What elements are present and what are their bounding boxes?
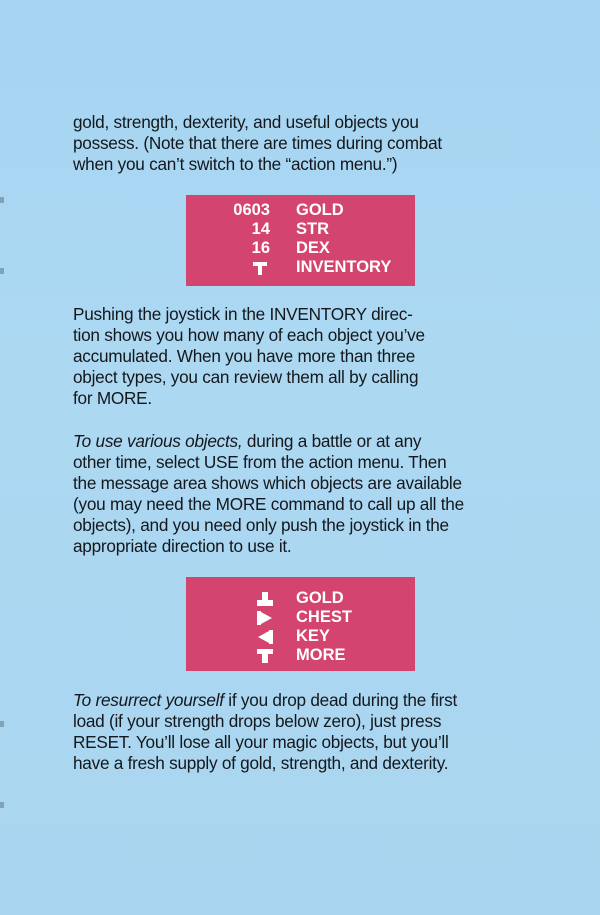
text-line: when you can’t switch to the “action menu.”) xyxy=(73,154,398,174)
text-line: accumulated. When you have more than three xyxy=(73,346,416,366)
dex-value: 16 xyxy=(251,239,270,257)
joystick-down-icon xyxy=(257,649,273,668)
key-label: KEY xyxy=(296,627,330,645)
text-line: RESET. You’ll lose all your magic objects, but you’ll xyxy=(73,732,449,752)
stat-row-str xyxy=(186,220,415,239)
stats-panel xyxy=(186,195,415,286)
text-fragment: if you drop dead during the first xyxy=(223,690,458,710)
more-label: MORE xyxy=(296,646,346,664)
dex-label: DEX xyxy=(296,239,330,257)
text-line: (you may need the MORE command to call up all the xyxy=(73,494,464,514)
use-objects-paragraph xyxy=(73,431,523,557)
use-row-key xyxy=(186,627,415,646)
stat-row-gold xyxy=(186,201,415,220)
use-panel xyxy=(186,577,415,671)
intro-paragraph xyxy=(73,112,523,175)
gold-label: GOLD xyxy=(296,589,344,607)
text-line: other time, select USE from the action menu. Then xyxy=(73,452,447,472)
str-value: 14 xyxy=(251,220,270,238)
text-line: tion shows you how many of each object you’ve xyxy=(73,325,425,345)
text-line: Pushing the joystick in the INVENTORY direc- xyxy=(73,304,413,324)
inventory-label: INVENTORY xyxy=(296,258,392,276)
use-row-gold xyxy=(186,589,415,608)
text-line: objects), and you need only push the joystick in the xyxy=(73,515,449,535)
text-line xyxy=(73,690,523,711)
inventory-paragraph xyxy=(73,304,523,409)
text-line: have a fresh supply of gold, strength, and dexterity. xyxy=(73,753,449,773)
stat-row-inventory xyxy=(186,258,415,277)
str-label: STR xyxy=(296,220,329,238)
text-line: gold, strength, dexterity, and useful objects you xyxy=(73,112,419,132)
text-line: object types, you can review them all by calling xyxy=(73,367,419,387)
use-row-chest xyxy=(186,608,415,627)
text-line: possess. (Note that there are times during combat xyxy=(73,133,442,153)
page-edge-mark xyxy=(0,802,4,808)
italic-lead: To use various objects, xyxy=(73,431,243,451)
page-edge-mark xyxy=(0,197,4,203)
text-fragment: during a battle or at any xyxy=(242,431,422,451)
text-line xyxy=(73,431,523,452)
stat-row-dex xyxy=(186,239,415,258)
use-row-more xyxy=(186,646,415,665)
gold-label: GOLD xyxy=(296,201,344,219)
italic-lead: To resurrect yourself xyxy=(73,690,224,710)
text-line: for MORE. xyxy=(73,388,152,408)
resurrect-paragraph xyxy=(73,690,523,774)
joystick-down-icon xyxy=(253,261,267,280)
text-line: load (if your strength drops below zero), just press xyxy=(73,711,442,731)
gold-value: 0603 xyxy=(233,201,270,219)
page-edge-mark xyxy=(0,721,4,727)
text-line: the message area shows which objects are available xyxy=(73,473,462,493)
page-edge-mark xyxy=(0,268,4,274)
chest-label: CHEST xyxy=(296,608,352,626)
text-line: appropriate direction to use it. xyxy=(73,536,292,556)
